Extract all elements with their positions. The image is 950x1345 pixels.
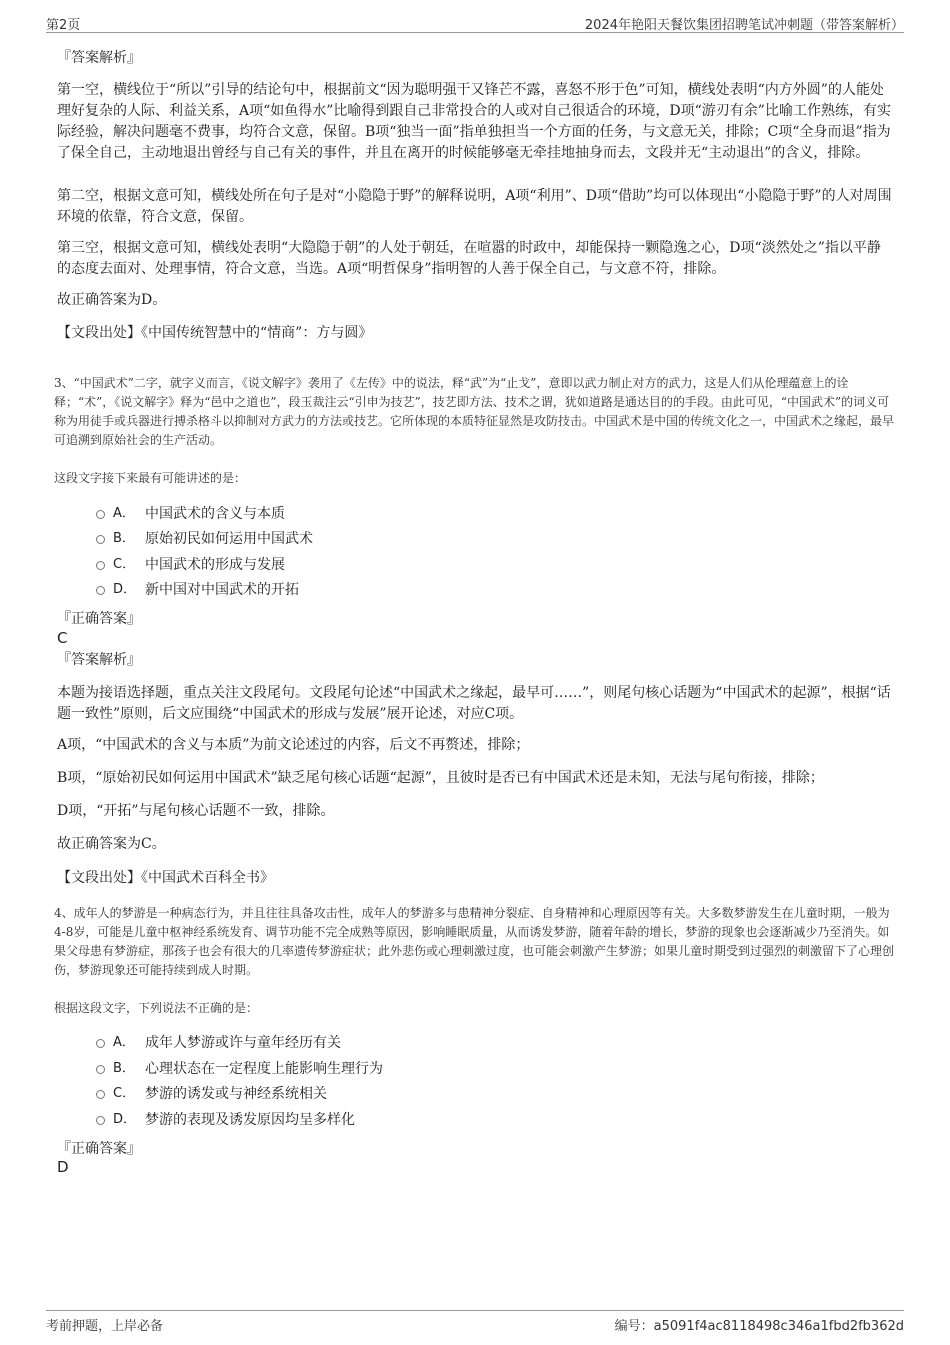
page-number: 第2页 <box>46 18 81 33</box>
radio-icon[interactable] <box>96 535 105 544</box>
option-text: 梦游的诱发或与神经系统相关 <box>145 1086 327 1102</box>
option-key: A． <box>113 1035 135 1050</box>
radio-icon[interactable] <box>96 1090 105 1099</box>
q4-correct-label: 『正确答案』 <box>57 1141 141 1157</box>
radio-icon[interactable] <box>96 1039 105 1048</box>
option-text: 原始初民如何运用中国武术 <box>145 531 313 547</box>
option-text: 梦游的表现及诱发原因均呈多样化 <box>145 1112 355 1128</box>
radio-icon[interactable] <box>96 510 105 519</box>
q3-option-c[interactable] <box>96 555 285 575</box>
radio-icon[interactable] <box>96 1116 105 1125</box>
q3-analysis-4: D项，“开拓”与尾句核心话题不一致，排除。 <box>57 803 335 819</box>
q2-analysis-paragraph-1: 第一空，横线位于“所以”引导的结论句中，根据前文“因为聪明强干又锋芒不露，喜怒不形于色”可知，横线处表明“内方外圆”的人能处理好复杂的人际、利益关系，A项“如鱼得水”比喻得到跟自己非常投合的人或对自己很适合的环境，D项“游刃有余”比喻工作熟练，有实际经验，解决问题毫不费事，均符合文意，保留。B项“独当一面”指单独担当一个方面的任务，与文意无关，排除；C项“全身而退”指为了保全自己，主动地退出曾经与自己有关的事件，并且在离开的时候能够毫无牵挂地抽身而去，文段并无“主动退出”的含义，排除。 <box>57 82 891 161</box>
page-footer <box>46 1310 904 1333</box>
q3-correct-answer: C <box>57 629 68 647</box>
q4-correct-answer: D <box>57 1158 69 1176</box>
q3-conclusion: 故正确答案为C。 <box>57 836 166 852</box>
page-header <box>46 12 904 33</box>
footer-slogan: 考前押题，上岸必备 <box>46 1319 164 1334</box>
option-text: 成年人梦游或许与童年经历有关 <box>145 1035 341 1051</box>
q2-analysis-paragraph-3: 第三空，根据文意可知，横线处表明“大隐隐于朝”的人处于朝廷，在喧嚣的时政中，却能保持一颗隐逸之心，D项“淡然处之”指以平静的态度去面对、处理事情，符合文意，当选。A项“明哲保身”指明智的人善于保全自己，与文意不符，排除。 <box>57 240 881 277</box>
q4-question: 根据这段文字，下列说法不正确的是： <box>54 1001 259 1015</box>
q3-analysis-label: 『答案解析』 <box>57 652 141 668</box>
q4-option-b[interactable] <box>96 1059 383 1079</box>
q4-option-a[interactable] <box>96 1033 341 1053</box>
q2-source: 【文段出处】《中国传统智慧中的“情商”：方与圆》 <box>57 325 373 341</box>
option-text: 心理状态在一定程度上能影响生理行为 <box>145 1061 383 1077</box>
option-key: A． <box>113 506 135 521</box>
option-text: 新中国对中国武术的开拓 <box>145 582 299 598</box>
option-key: B． <box>113 1061 135 1076</box>
option-text: 中国武术的形成与发展 <box>145 557 285 573</box>
q2-analysis-paragraph-2: 第二空，根据文意可知，横线处所在句子是对“小隐隐于野”的解释说明，A项“利用”、D项“借助”均可以体现出“小隐隐于野”的人对周围环境的依靠，符合文意，保留。 <box>57 188 892 225</box>
q2-conclusion: 故正确答案为D。 <box>57 292 167 308</box>
radio-icon[interactable] <box>96 1065 105 1074</box>
option-key: D． <box>113 582 137 597</box>
q3-analysis-1: 本题为接语选择题，重点关注文段尾句。文段尾句论述“中国武术之缘起，最早可……”，则尾句核心话题为“中国武术的起源”，根据“话题一致性”原则，后文应围绕“中国武术的形成与发展”展开论述，对应C项。 <box>57 685 891 722</box>
q3-option-d[interactable] <box>96 580 299 600</box>
option-key: C． <box>113 1086 136 1101</box>
q3-analysis-2: A项，“中国武术的含义与本质”为前文论述过的内容，后文不再赘述，排除； <box>57 737 530 753</box>
radio-icon[interactable] <box>96 561 105 570</box>
q4-option-d[interactable] <box>96 1110 355 1130</box>
q3-source: 【文段出处】《中国武术百科全书》 <box>57 870 274 886</box>
q3-option-a[interactable] <box>96 504 285 524</box>
option-key: D． <box>113 1112 137 1127</box>
option-key: C． <box>113 557 136 572</box>
q3-correct-label: 『正确答案』 <box>57 611 141 627</box>
q3-option-b[interactable] <box>96 529 313 549</box>
q4-stem: 4、成年人的梦游是一种病态行为，并且往往具备攻击性，成年人的梦游多与患精神分裂症、自身精神和心理原因等有关。大多数梦游发生在儿童时期，一般为4-8岁，可能是儿童中枢神经系统发育、调节功能不完全成熟等原因，影响睡眠质量，从而诱发梦游，随着年龄的增长，梦游的现象也会逐渐减少乃至消失。如果父母患有梦游症，那孩子也会有很大的几率遗传梦游症状；此外悲伤或心理刺激过度，也可能会刺激产生梦游；如果儿童时期受到过强烈的刺激留下了心理创伤，梦游现象还可能持续到成人时期。 <box>54 906 895 977</box>
option-text: 中国武术的含义与本质 <box>145 506 285 522</box>
radio-icon[interactable] <box>96 586 105 595</box>
q2-analysis-label: 『答案解析』 <box>57 50 141 66</box>
q3-stem: 3、“中国武术”二字，就字义而言，《说文解字》袭用了《左传》中的说法，释“武”为“止戈”，意即以武力制止对方的武力，这是人们从伦理蕴意上的诠释；“术”，《说文解字》释为“邑中之道也”，段玉裁注云“引申为技艺”，技艺即方法、技术之谓，犹如道路是通达目的的手段。由此可见，“中国武术”的词义可称为用徒手或兵器进行搏杀格斗以抑制对方武力的方法或技艺。它所体现的本质特征显然是攻防技击。中国武术是中国的传统文化之一，中国武术之缘起，最早可追溯到原始社会的生产活动。 <box>54 376 895 447</box>
q3-question: 这段文字接下来最有可能讲述的是： <box>54 471 247 485</box>
q3-analysis-3: B项，“原始初民如何运用中国武术”缺乏尾句核心话题“起源”，且彼时是否已有中国武术还是未知，无法与尾句衔接，排除； <box>57 770 824 786</box>
document-code: 编号：a5091f4ac8118498c346a1fbd2fb362d <box>614 1319 904 1334</box>
document-title: 2024年艳阳天餐饮集团招聘笔试冲刺题（带答案解析） <box>584 18 904 33</box>
q4-option-c[interactable] <box>96 1084 327 1104</box>
option-key: B． <box>113 531 135 546</box>
